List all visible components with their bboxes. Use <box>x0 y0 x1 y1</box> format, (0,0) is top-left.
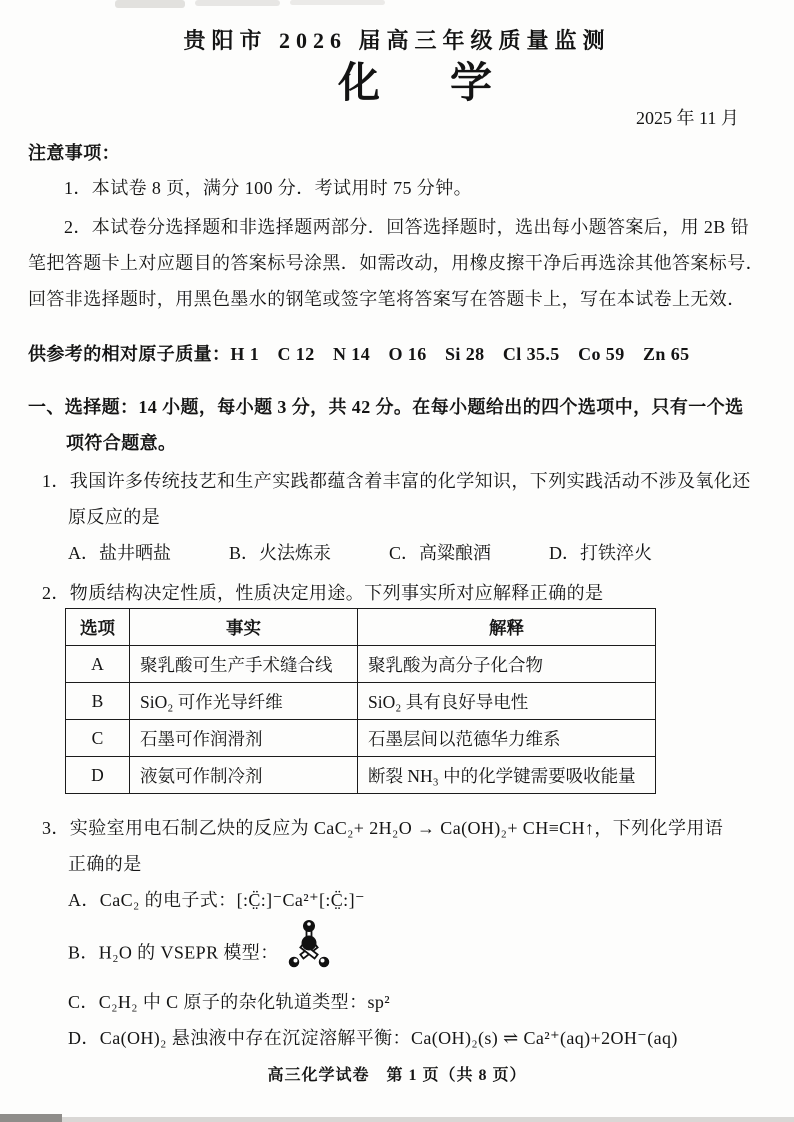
scan-artifact <box>115 0 185 8</box>
row-c-fact: 石墨可作润滑剂 <box>130 720 358 757</box>
q1-option-d: D．打铁淬火 <box>549 543 653 563</box>
scan-artifact <box>0 1117 794 1122</box>
table-row <box>66 646 656 683</box>
row-b-explanation: SiO₂ 具有良好导电性 <box>358 683 656 720</box>
row-a-explanation: 聚乳酸为高分子化合物 <box>358 646 656 683</box>
question-3-stem-line-1: 3．实验室用电石制乙炔的反应为 CaC₂+ 2H₂O → Ca(OH)₂+ CH≡CH↑，下列化学用语 <box>42 818 724 838</box>
exam-date: 2025 年 11 月 <box>636 108 739 128</box>
atomic-masses-line: 供参考的相对原子质量：H 1 C 12 N 14 O 16 Si 28 Cl 35.5 Co 59 Zn 65 <box>28 344 690 364</box>
section-1-heading-line-1: 一、选择题：14 小题，每小题 3 分，共 42 分。在每小题给出的四个选项中，只有一个选 <box>28 397 744 417</box>
row-b-option: B <box>66 683 130 720</box>
notice-item-1: 1．本试卷 8 页，满分 100 分．考试用时 75 分钟。 <box>64 178 472 198</box>
question-1-stem-line-1: 1．我国许多传统技艺和生产实践都蕴含着丰富的化学知识，下列实践活动不涉及氧化还 <box>42 471 751 491</box>
q3-option-b-text: B．H₂O 的 VSEPR 模型： <box>68 942 279 963</box>
notice-item-2-line-3: 回答非选择题时，用黑色墨水的钢笔或签字笔将答案写在答题卡上，写在本试卷上无效． <box>28 289 746 309</box>
row-c-option: C <box>66 720 130 757</box>
q3-option-c: C．C₂H₂ 中 C 原子的杂化轨道类型：sp² <box>68 992 391 1012</box>
vsepr-model-image <box>285 918 333 977</box>
q3-option-d: D．Ca(OH)₂ 悬浊液中存在沉淀溶解平衡：Ca(OH)₂(s) ⇌ Ca²⁺(aq)+2OH⁻(aq) <box>68 1028 678 1048</box>
q1-option-b: B．火法炼汞 <box>229 543 332 563</box>
table-row <box>66 683 656 720</box>
q1-option-a: A．盐井晒盐 <box>68 543 171 563</box>
table-header-fact: 事实 <box>130 609 358 646</box>
page-footer: 高三化学试卷 第 1 页（共 8 页） <box>267 1067 527 1084</box>
question-3-stem-line-2: 正确的是 <box>68 854 142 874</box>
scan-artifact <box>0 1114 62 1122</box>
question-1-stem-line-2: 原反应的是 <box>68 507 160 527</box>
table-header-option: 选项 <box>66 609 130 646</box>
scan-artifact <box>195 0 280 6</box>
notice-item-2-line-1: 2．本试卷分选择题和非选择题两部分．回答选择题时，选出每小题答案后，用 2B 铅 <box>64 217 750 237</box>
table-row <box>66 757 656 794</box>
row-a-fact: 聚乳酸可生产手术缝合线 <box>130 646 358 683</box>
row-b-fact: SiO₂ 可作光导纤维 <box>130 683 358 720</box>
table-header-explanation: 解释 <box>358 609 656 646</box>
notice-heading: 注意事项： <box>28 143 120 163</box>
question-2-stem: 2．物质结构决定性质，性质决定用途。下列事实所对应解释正确的是 <box>42 583 604 603</box>
row-a-option: A <box>66 646 130 683</box>
notice-item-2-line-2: 笔把答题卡上对应题目的答案标号涂黑．如需改动，用橡皮擦干净后再选涂其他答案标号． <box>28 253 764 273</box>
row-d-explanation: 断裂 NH₃ 中的化学键需要吸收能量 <box>358 757 656 794</box>
q3-option-b-line <box>68 932 333 977</box>
subject-title: 化 学 <box>338 61 507 107</box>
section-1-heading-line-2: 项符合题意。 <box>66 433 177 453</box>
exam-title: 贵阳市 2026 届高三年级质量监测 <box>183 28 611 53</box>
row-d-fact: 液氨可作制冷剂 <box>130 757 358 794</box>
q3-option-a: A．CaC₂ 的电子式：[:C̤̈:]⁻Ca²⁺[:C̤̈:]⁻ <box>68 890 365 910</box>
question-2-table <box>65 608 656 794</box>
table-row <box>66 720 656 757</box>
question-1-options <box>68 539 652 565</box>
row-c-explanation: 石墨层间以范德华力维系 <box>358 720 656 757</box>
q1-option-c: C．高粱酿酒 <box>389 543 492 563</box>
table-header-row <box>66 609 656 646</box>
row-d-option: D <box>66 757 130 794</box>
scan-artifact <box>290 0 385 5</box>
